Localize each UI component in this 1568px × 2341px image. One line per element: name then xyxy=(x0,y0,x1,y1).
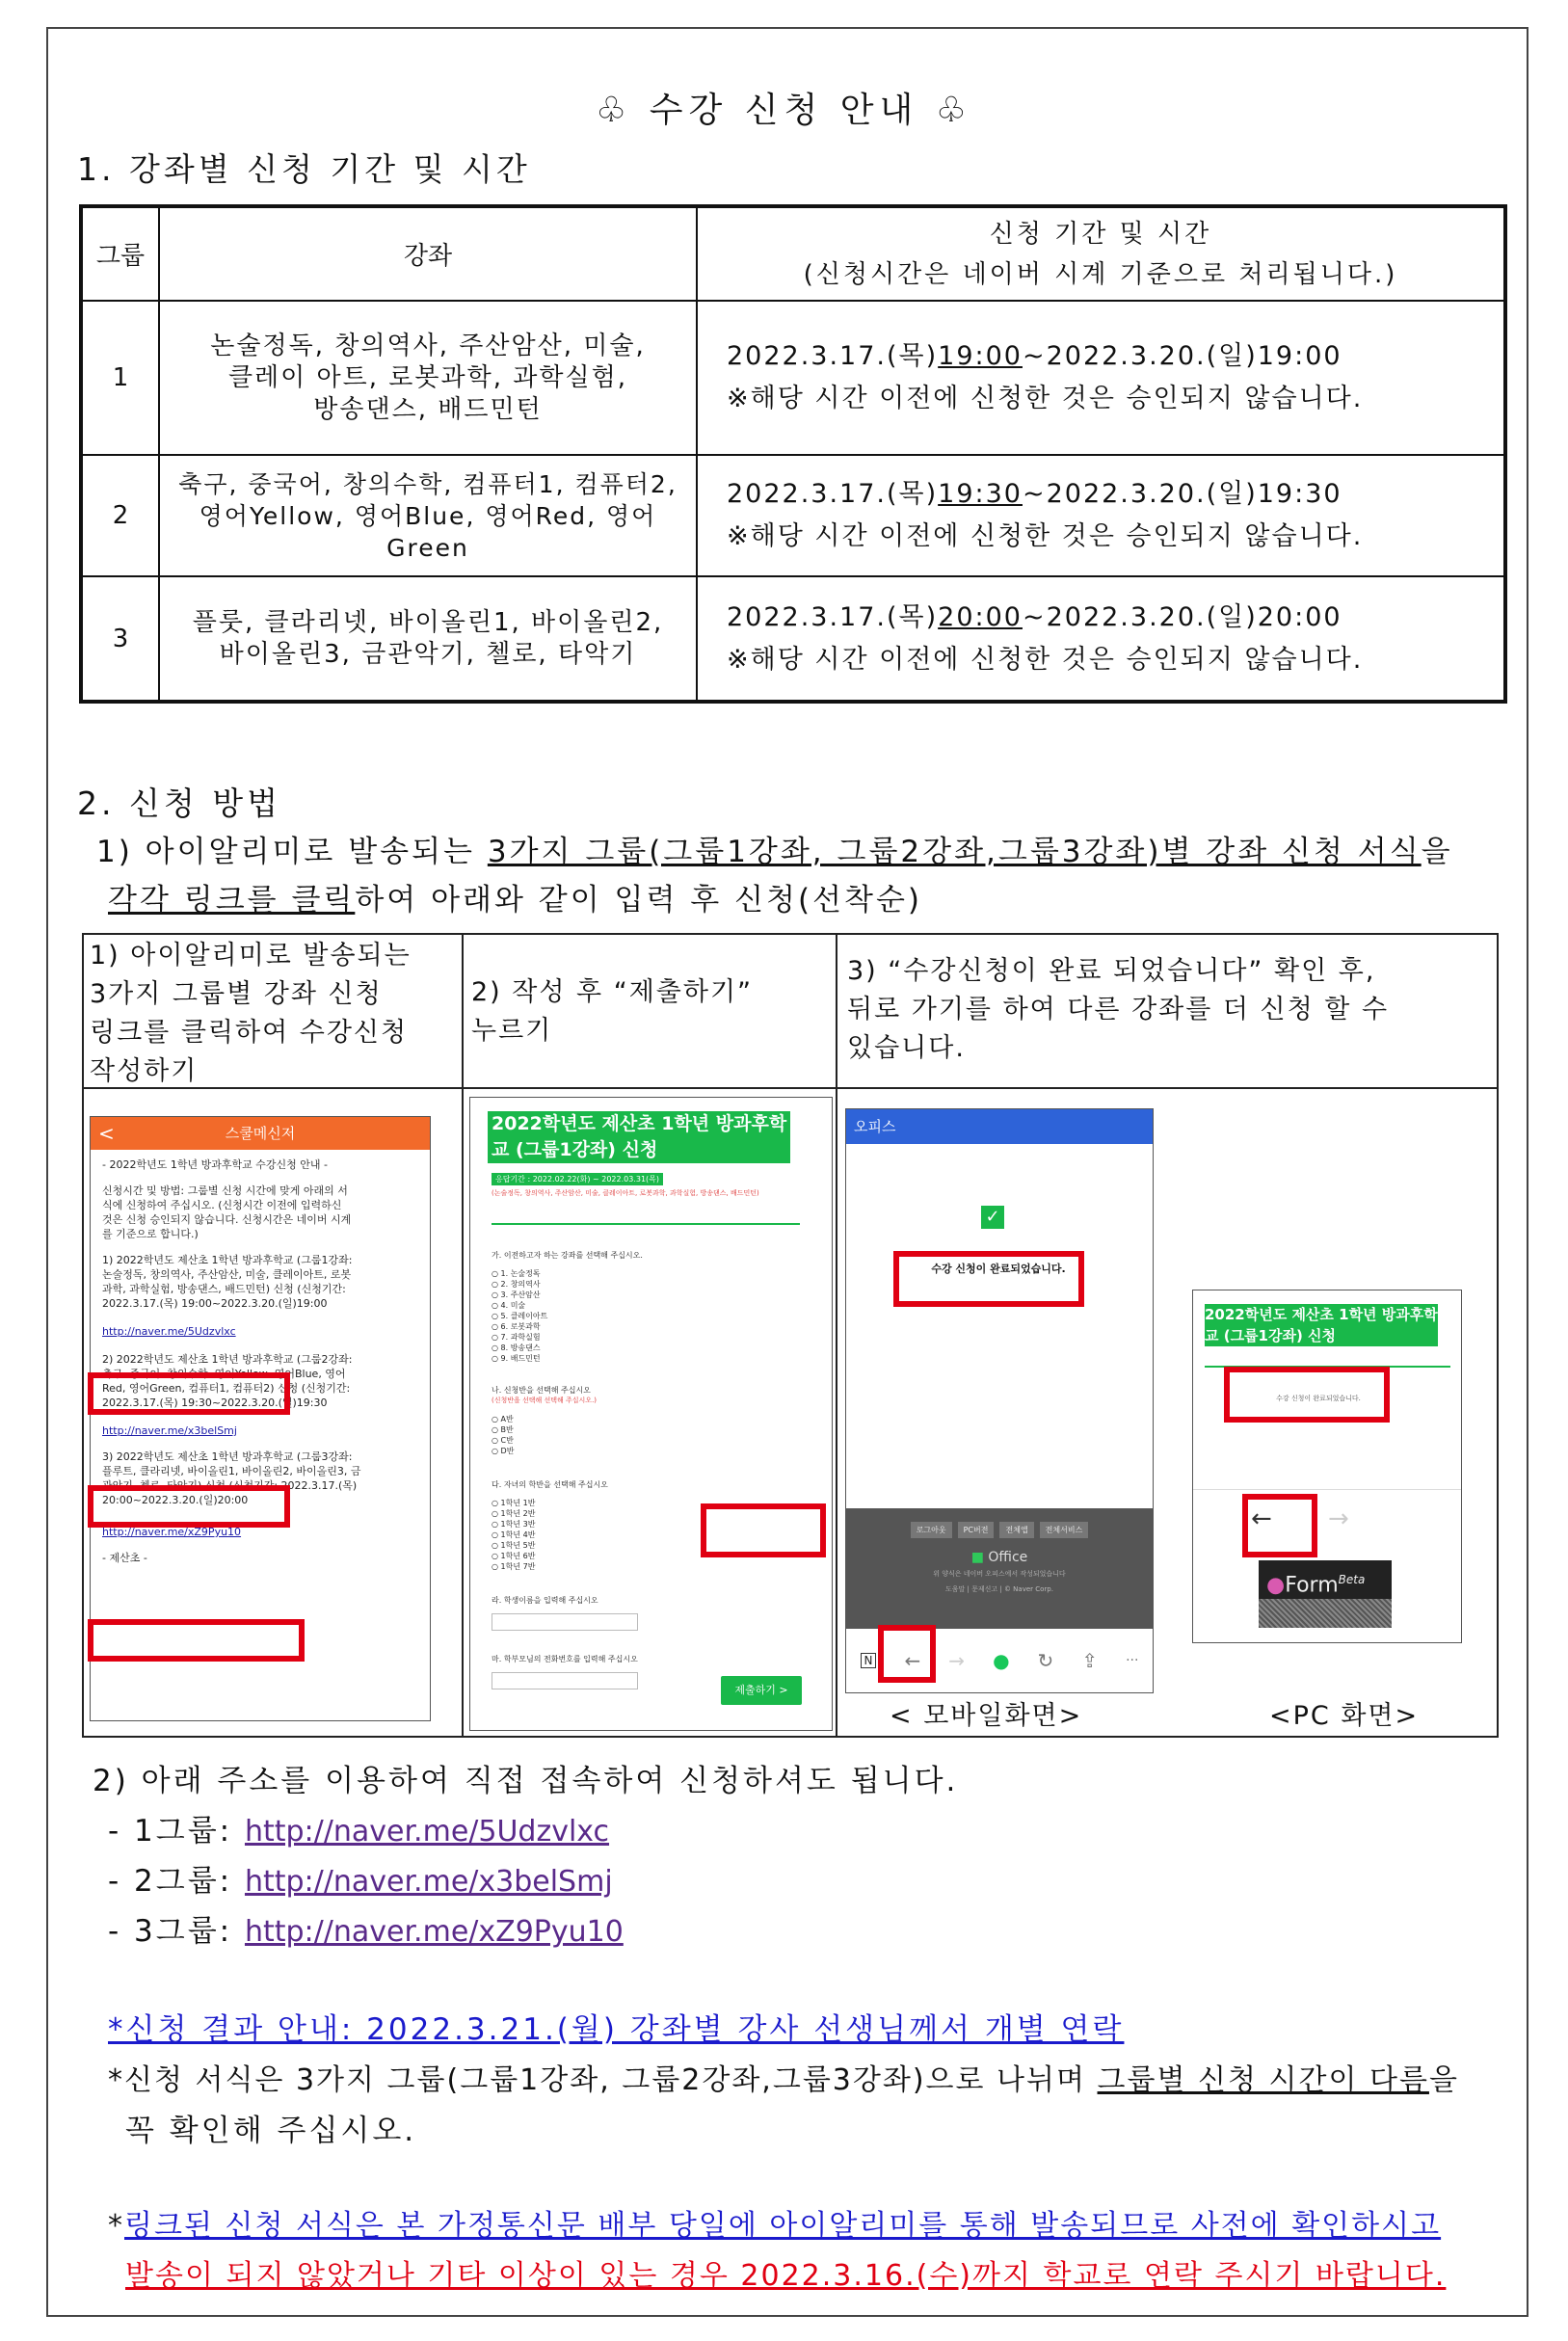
pc-back-icon[interactable]: ← xyxy=(1251,1504,1272,1533)
note2-line2: 꼭 확인해 주십시오. xyxy=(125,2114,417,2148)
form-options-2[interactable]: ○ A반 ○ B반 ○ C반 ○ D반 xyxy=(492,1415,515,1455)
method-line2: 각각 링크를 클릭하여 아래와 같이 입력 후 신청(선착순) xyxy=(108,883,922,918)
direct-access-text: 2) 아래 주소를 이용하여 직접 접속하여 신청하셔도 됩니다. xyxy=(93,1764,959,1798)
highlight-pc-back xyxy=(1242,1494,1317,1557)
back-arrow-icon[interactable]: < xyxy=(98,1122,115,1145)
table-row xyxy=(81,576,1505,702)
highlight-submit xyxy=(701,1503,826,1557)
parent-phone-input[interactable] xyxy=(492,1672,638,1689)
row-period xyxy=(697,301,1505,455)
steps-table xyxy=(82,933,1499,1738)
period-note: ※해당 시간 이전에 신청한 것은 승인되지 않습니다. xyxy=(727,521,1364,551)
form-logo: ●Form$^{Beta}$ xyxy=(1259,1560,1392,1599)
header-course: 강좌 xyxy=(159,206,697,301)
step1-text: 1) 아이알리미로 발송되는 3가지 그룹별 강좌 신청 링크를 클릭하여 수강신청 작성하기 xyxy=(90,941,412,1086)
row-group: 1 xyxy=(81,301,159,455)
form-courses: (논술정독, 창의역사, 주산암산, 미술, 클레이아트, 로봇과학, 과학실험, 방송댄스, 배드민턴) xyxy=(492,1189,759,1197)
courses-line: 영어Yellow, 영어Blue, 영어Red, 영어Green xyxy=(199,501,657,562)
highlight-mobile-done xyxy=(893,1251,1084,1307)
section1-heading: 1. 강좌별 신청 기간 및 시간 xyxy=(77,150,531,188)
note2-line1: *신청 서식은 3가지 그룹(그룹1강좌, 그룹2강좌,그룹3강좌)으로 나뉘며 그룹별 신청 시간이 다름을 xyxy=(108,2063,1459,2097)
refresh-icon[interactable]: ↻ xyxy=(1037,1649,1054,1672)
back-icon[interactable]: ← xyxy=(904,1649,921,1672)
courses-line: 클레이 아트, 로봇과학, 과학실험, xyxy=(227,362,628,392)
row-group: 3 xyxy=(81,576,159,702)
form-title: 2022학년도 제산초 1학년 방과후학 교 (그룹1강좌) 신청 xyxy=(488,1111,790,1163)
pc-version-button[interactable]: PC버전 xyxy=(958,1522,995,1538)
home-icon[interactable]: ● xyxy=(993,1649,1010,1672)
table-row xyxy=(81,455,1505,576)
row-group: 2 xyxy=(81,455,159,576)
highlight-link-3 xyxy=(88,1619,305,1662)
row-courses xyxy=(159,576,697,702)
group3-link-row: - 3그룹: http://naver.me/xZ9Pyu10 xyxy=(108,1914,624,1949)
mobile-topbar: 오피스 xyxy=(846,1109,1153,1144)
share-icon[interactable]: ⇪ xyxy=(1081,1649,1099,1672)
group2-link-row: - 2그룹: http://naver.me/x3belSmj xyxy=(108,1864,613,1899)
header-group: 그룹 xyxy=(81,206,159,301)
pc-done-text: 수강 신청이 완료되었습니다. xyxy=(1276,1395,1361,1402)
messenger-link-3[interactable]: http://naver.me/xZ9Pyu10 xyxy=(102,1526,242,1538)
header-time xyxy=(697,206,1505,301)
messenger-body: - 2022학년도 1학년 방과후학교 수강신청 안내 - 신청시간 및 방법: 그룹별 신청 시간에 맞게 아래의 서 식에 신청하여 주십시오. (신청시간 이전에 입력하신 것은 신청 승인되지 않습니다. 신청시간은 네이버 시계 를 기준으로 합니다.) 1) 2022학년도 제산초 1학년 방과후학교 (그룹1강좌: 논술정독, 창의역사, 주산암산, 미술, 클레이아트, 로봇 과학, 과학실험, 방송댄스, 배드민턴) 신청 (신청기간: 2022.3.17.(목) 19:00~2022.3.20.(일)19:00 http://naver.me/5Udzvlxc 2) 2022학년도 제산초 1학년 방과후학교 (그룹2강좌: 축구, 중국어, 창의수학, 영어Yellow, 영어Blue, 영어 Red, 영어Green, 컴퓨터1, 컴퓨터2) 신청 (신청기간: 2022.3.17.(목) 19:30~2022.3.20.(일)19:30 http://naver.me/x3belSmj 3) 2022학년도 제산초 1학년 방과후학교 (그룹3강좌: 플루트, 클라리넷, 바이올린1, 바이올린2, 바이올린3, 금 관악기, 첼로, 타악기) 신청 (신청기간: 2022.3.17.(목) 20:00~2022.3.20.(일)20:00 http://naver.me/xZ9Pyu10 - 제산초 - xyxy=(91,1150,430,1573)
row-period xyxy=(697,455,1505,576)
highlight-pc-done xyxy=(1224,1367,1390,1423)
period-line: 2022.3.17.(목)20:00~2022.3.20.(일)20:00 xyxy=(727,601,1342,632)
student-name-input[interactable] xyxy=(492,1613,638,1631)
group1-link[interactable]: http://naver.me/5Udzvlxc xyxy=(244,1815,610,1849)
header-time-line2: (신청시간은 네이버 시계 기준으로 처리됩니다.) xyxy=(803,259,1398,289)
form-options-3[interactable]: ○ 1학년 1반 ○ 1학년 2반 ○ 1학년 3반 ○ 1학년 4반 ○ 1학년 5반 ○ 1학년 6반 ○ 1학년 7반 xyxy=(492,1499,536,1571)
result-notice: *신청 결과 안내: 2022.3.21.(월) 강좌별 강사 선생님께서 개별 연락 xyxy=(108,2012,1125,2047)
mobile-done-text: 수강 신청이 완료되었습니다. xyxy=(931,1263,1066,1275)
form-period: 응답기간 : 2022.02.22(화) ~ 2022.03.31(목) xyxy=(492,1173,663,1185)
messenger-link-1[interactable]: http://naver.me/5Udzvlxc xyxy=(102,1325,236,1338)
row-period xyxy=(697,576,1505,702)
pc-caption: <PC 화면> xyxy=(1269,1701,1420,1731)
highlight-mobile-back xyxy=(878,1625,936,1683)
table-row xyxy=(81,301,1505,455)
mobile-screenshot xyxy=(845,1108,1154,1693)
form-options-1[interactable]: ○ 1. 논술정독 ○ 2. 창의역사 ○ 3. 주산암산 ○ 4. 미술 ○ 5. 클레이아트 ○ 6. 로봇과학 ○ 7. 과학실험 ○ 8. 방송댄스 ○ 9. 배드민턴 xyxy=(492,1269,548,1363)
form-screenshot xyxy=(469,1097,833,1731)
step3-text: 3) “수강신청이 완료 되었습니다” 확인 후, 뒤로 가기를 하여 다른 강좌를 더 신청 할 수 있습니다. xyxy=(847,956,1390,1063)
step2-text: 2) 작성 후 “제출하기” 누르기 xyxy=(471,977,754,1046)
period-note: ※해당 시간 이전에 신청한 것은 승인되지 않습니다. xyxy=(727,644,1364,675)
naver-icon[interactable]: N xyxy=(861,1653,877,1668)
courses-line: 바이올린3, 금관악기, 첼로, 타악기 xyxy=(219,639,637,669)
period-line: 2022.3.17.(목)19:00~2022.3.20.(일)19:00 xyxy=(727,341,1342,371)
form-questions: 가. 이전하고자 하는 강좌를 선택해 주십시오. ○ 1. 논술정독 ○ 2. 창의역사 ○ 3. 주산암산 ○ 4. 미술 ○ 5. 클레이아트 ○ 6. 로봇과학 ○ 7. 과학실험 ○ 8. 방송댄스 ○ 9. 배드민턴 나. 신청반을 선택해 주십시오 (신청반을 선택해 선택해 주십시오.) ○ A반 ○ B반 ○ C반 ○ D반 다. 자녀의 학반을 선택해 주십시오 ○ 1학년 1반 ○ 1학년 2반 ○ 1학년 3반 ○ 1학년 4반 ○ 1학년 5반 ○ 1학년 6반 ○ 1학년 7반 라. 학생이름을 입력해 주십시오 마. 학부모님의 전화번호를 입력해 주십시오 xyxy=(492,1250,643,1689)
note3-line2: 발송이 되지 않았거나 기타 이상이 있는 경우 2022.3.16.(수)까지 학교로 연락 주시기 바랍니다. xyxy=(125,2259,1447,2293)
office-logo: ■ Office xyxy=(970,1550,1028,1565)
forward-icon[interactable]: → xyxy=(948,1649,966,1672)
mobile-caption: < 모바일화면> xyxy=(890,1701,1083,1731)
messenger-header: < 스쿨메신저 xyxy=(91,1117,430,1150)
all-apps-button[interactable]: 전체앱 xyxy=(999,1522,1033,1538)
row-courses xyxy=(159,455,697,576)
courses-line: 축구, 중국어, 창의수학, 컴퓨터1, 컴퓨터2, xyxy=(178,469,678,498)
page-title: ♧ 수강 신청 안내 ♧ xyxy=(596,91,972,130)
note3-line1: *링크된 신청 서식은 본 가정통신문 배부 당일에 아이알리미를 통해 발송되므로 사전에 확인하시고 xyxy=(108,2209,1442,2243)
pc-form-title: 2022학년도 제산초 1학년 방과후학 교 (그룹1강좌) 신청 xyxy=(1205,1306,1438,1344)
group3-link[interactable]: http://naver.me/xZ9Pyu10 xyxy=(244,1915,624,1949)
row-courses xyxy=(159,301,697,455)
all-services-button[interactable]: 전체서비스 xyxy=(1040,1522,1089,1538)
section2-heading: 2. 신청 방법 xyxy=(77,785,281,822)
messenger-link-2[interactable]: http://naver.me/x3belSmj xyxy=(102,1424,237,1437)
submit-button[interactable]: 제출하기 > xyxy=(721,1676,802,1705)
form-logo-icon: ● xyxy=(1266,1573,1286,1598)
header-time-line1: 신청 기간 및 시간 xyxy=(989,219,1212,249)
period-note: ※해당 시간 이전에 신청한 것은 승인되지 않습니다. xyxy=(727,384,1364,413)
group2-link[interactable]: http://naver.me/x3belSmj xyxy=(244,1865,613,1899)
highlight-link-1 xyxy=(88,1372,290,1415)
schedule-table xyxy=(79,204,1507,704)
pc-screenshot xyxy=(1192,1290,1462,1643)
period-line: 2022.3.17.(목)19:30~2022.3.20.(일)19:30 xyxy=(727,479,1342,509)
logout-button[interactable]: 로그아웃 xyxy=(911,1522,952,1538)
group1-link-row: - 1그룹: http://naver.me/5Udzvlxc xyxy=(108,1814,610,1849)
courses-line: 방송댄스, 배드민턴 xyxy=(313,394,543,424)
more-icon[interactable]: ··· xyxy=(1126,1653,1139,1668)
mobile-footer: 로그아웃 PC버전 전체앱 전체서비스 ■ Office 위 양식은 네이버 오피스에서 작성되었습니다 도움말 | 문제신고 | © Naver Corp. xyxy=(846,1508,1153,1629)
method-line1: 1) 아이알리미로 발송되는 3가지 그룹(그룹1강좌, 그룹2강좌,그룹3강좌)별 강좌 신청 서식을 xyxy=(96,835,1453,869)
courses-line: 플룻, 클라리넷, 바이올린1, 바이올린2, xyxy=(192,607,664,637)
pc-forward-icon[interactable]: → xyxy=(1328,1504,1349,1533)
table-header-row xyxy=(81,206,1505,301)
highlight-link-2 xyxy=(88,1485,290,1528)
check-icon: ✓ xyxy=(981,1206,1004,1229)
courses-line: 논술정독, 창의역사, 주산암산, 미술, xyxy=(210,331,646,360)
